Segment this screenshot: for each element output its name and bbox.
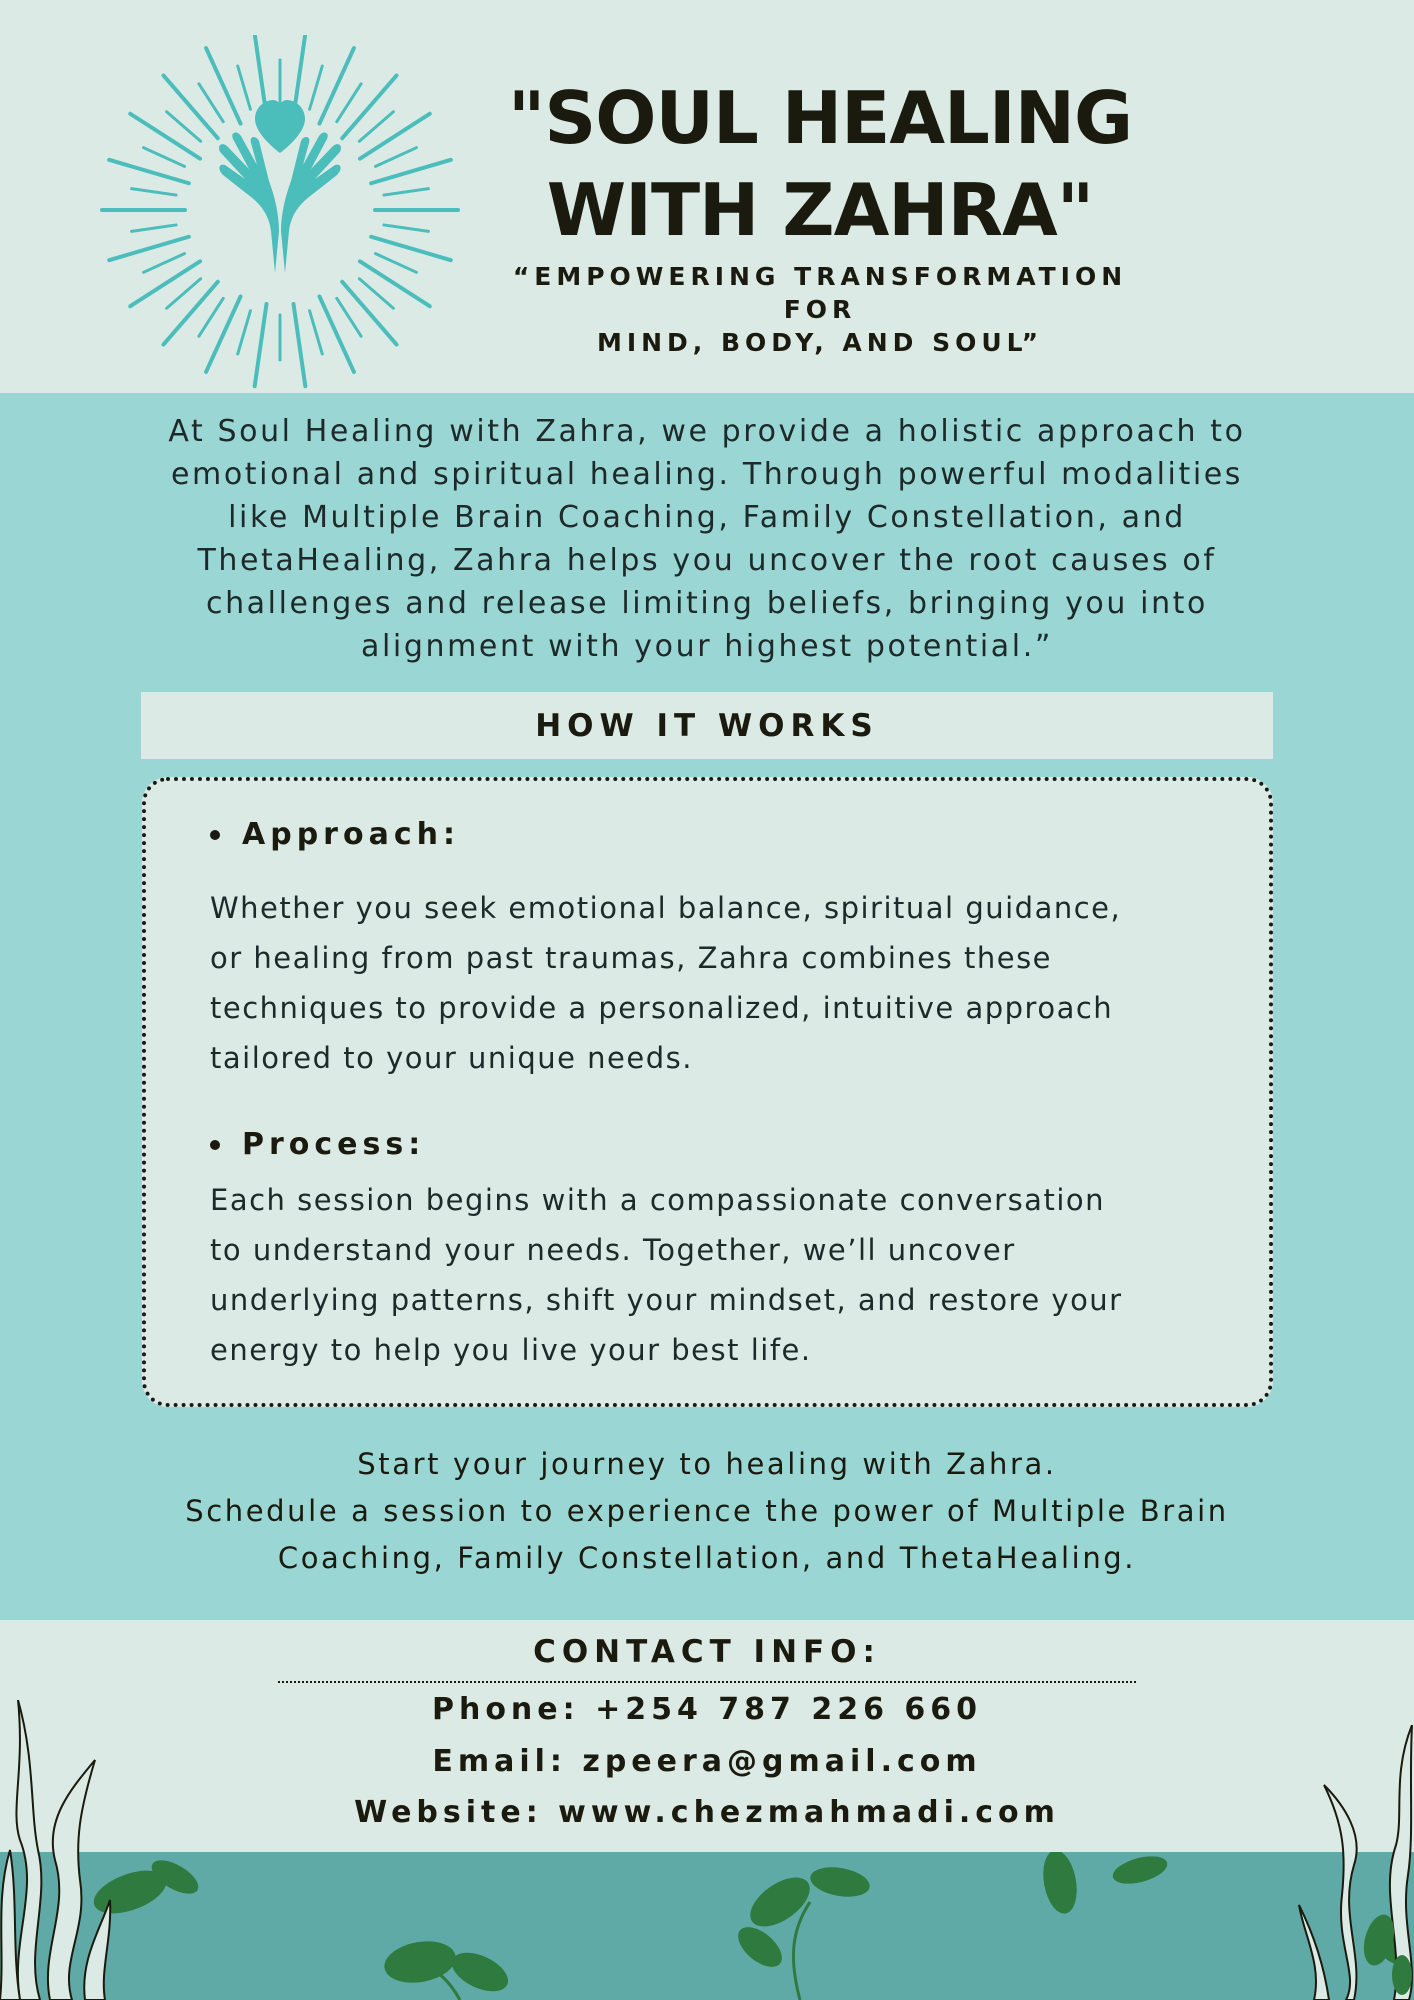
cta-line: Start your journey to healing with Zahra. bbox=[357, 1447, 1057, 1481]
cta-line: Schedule a session to experience the power of Multiple Brain bbox=[185, 1494, 1229, 1528]
logo-ray bbox=[384, 225, 429, 231]
process-heading bbox=[210, 1127, 425, 1162]
logo-ray bbox=[376, 254, 417, 273]
logo-ray bbox=[167, 112, 201, 141]
contact-title: CONTACT INFO: bbox=[533, 1634, 881, 1670]
logo-ray bbox=[132, 189, 177, 195]
logo-ray bbox=[384, 189, 429, 195]
logo-ray bbox=[130, 114, 200, 159]
how-it-works-heading: HOW IT WORKS bbox=[141, 692, 1273, 759]
seaweed-left-icon bbox=[0, 1700, 130, 2000]
call-to-action bbox=[110, 1441, 1304, 1582]
process-label: Process: bbox=[242, 1127, 426, 1162]
logo-ray bbox=[360, 261, 430, 306]
logo-ray bbox=[130, 261, 200, 306]
intro-line: ThetaHealing, Zahra helps you uncover the root causes of bbox=[197, 543, 1217, 578]
logo-ray bbox=[199, 298, 223, 336]
approach-line: tailored to your unique needs. bbox=[210, 1041, 693, 1075]
tagline bbox=[470, 260, 1170, 359]
contact-section bbox=[0, 1620, 1414, 1852]
approach-line: techniques to provide a personalized, intuitive approach bbox=[210, 991, 1114, 1025]
intro-line: At Soul Healing with Zahra, we provide a holistic approach to bbox=[168, 414, 1246, 449]
leaves-decoration-icon bbox=[0, 1852, 1414, 2000]
logo-ray bbox=[199, 84, 223, 122]
contact-divider bbox=[278, 1681, 1136, 1683]
approach-label: Approach: bbox=[242, 817, 460, 852]
approach-heading bbox=[210, 817, 460, 852]
bullet-icon bbox=[210, 830, 220, 840]
logo-ray bbox=[255, 304, 267, 386]
intro-line: emotional and spiritual healing. Through powerful modalities bbox=[170, 457, 1244, 492]
logo-ray bbox=[294, 304, 306, 386]
main-section bbox=[0, 393, 1414, 1620]
logo-ray bbox=[144, 254, 185, 273]
logo-ray bbox=[360, 114, 430, 159]
logo-ray bbox=[359, 112, 393, 141]
page-title bbox=[470, 72, 1170, 256]
process-text bbox=[210, 1175, 1210, 1375]
logo-ray bbox=[337, 298, 361, 336]
logo-ray bbox=[144, 148, 185, 167]
leaves-photo bbox=[0, 1852, 1414, 2000]
logo-ray bbox=[310, 66, 323, 109]
intro-line: alignment with your highest potential.” bbox=[361, 629, 1053, 664]
seaweed-right-icon bbox=[1284, 1725, 1414, 2000]
logo-ray bbox=[132, 225, 177, 231]
header-section bbox=[0, 0, 1414, 393]
contact-email: Email: zpeera@gmail.com bbox=[432, 1744, 982, 1779]
process-line: Each session begins with a compassionate conversation bbox=[210, 1183, 1105, 1217]
process-line: energy to help you live your best life. bbox=[210, 1333, 812, 1367]
title-line-1: "SOUL HEALING bbox=[507, 76, 1133, 160]
logo-ray bbox=[310, 311, 323, 354]
logo-ray bbox=[359, 279, 393, 308]
approach-line: or healing from past traumas, Zahra combines these bbox=[210, 941, 1053, 975]
process-line: to understand your needs. Together, we’ll uncover bbox=[210, 1233, 1016, 1267]
logo-ray bbox=[167, 279, 201, 308]
bullet-icon bbox=[210, 1140, 220, 1150]
approach-text bbox=[210, 883, 1210, 1083]
logo-ray bbox=[342, 282, 396, 345]
logo-ray bbox=[163, 282, 217, 345]
contact-phone: Phone: +254 787 226 660 bbox=[431, 1692, 983, 1727]
logo-ray bbox=[238, 311, 251, 354]
intro-paragraph bbox=[130, 410, 1284, 668]
logo-ray bbox=[337, 84, 361, 122]
logo-ray bbox=[163, 75, 217, 138]
cta-line: Coaching, Family Constellation, and ThetaHealing. bbox=[277, 1541, 1137, 1575]
logo-ray bbox=[319, 48, 353, 123]
hands-heart-radiant-icon bbox=[95, 35, 465, 390]
intro-line: challenges and release limiting beliefs, bringing you into bbox=[205, 586, 1209, 621]
intro-line: like Multiple Brain Coaching, Family Constellation, and bbox=[228, 500, 1186, 535]
contact-website: Website: www.chezmahmadi.com bbox=[354, 1795, 1060, 1830]
logo-ray bbox=[238, 66, 251, 109]
process-line: underlying patterns, shift your mindset, and restore your bbox=[210, 1283, 1123, 1317]
tagline-line-1: “EMPOWERING TRANSFORMATION FOR bbox=[512, 262, 1128, 324]
how-it-works-box bbox=[142, 777, 1273, 1407]
logo-ray bbox=[319, 296, 353, 371]
title-line-2: WITH ZAHRA" bbox=[546, 168, 1094, 252]
logo-ray bbox=[206, 296, 240, 371]
logo-ray bbox=[342, 75, 396, 138]
logo-ray bbox=[376, 148, 417, 167]
approach-line: Whether you seek emotional balance, spiritual guidance, bbox=[210, 891, 1122, 925]
tagline-line-2: MIND, BODY, AND SOUL” bbox=[596, 328, 1044, 357]
logo-ray bbox=[206, 48, 240, 123]
